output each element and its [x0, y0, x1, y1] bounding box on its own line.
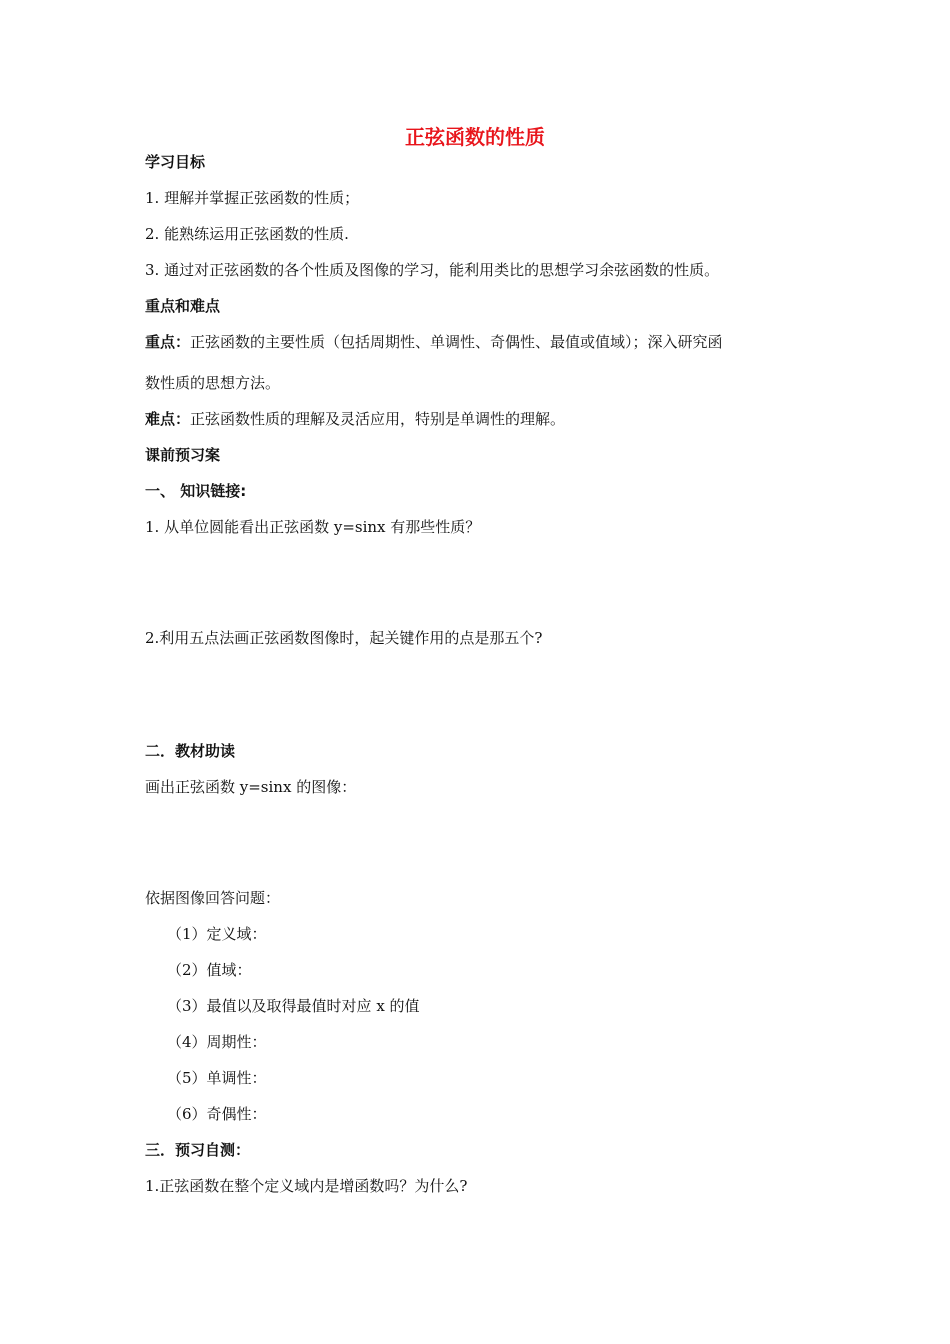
- document-title: 正弦函数的性质: [405, 125, 545, 149]
- question-item-3: （3）最值以及取得最值时对应 x 的值: [167, 997, 420, 1015]
- difficulty-label: 难点：: [145, 410, 191, 428]
- question-item-5: （5）单调性：: [167, 1069, 267, 1087]
- key-point-label: 重点：: [145, 333, 191, 351]
- section1-question-1: 1. 从单位圆能看出正弦函数 y=sinx 有那些性质？: [145, 518, 481, 536]
- question-item-1: （1）定义域：: [167, 925, 267, 943]
- keypoints-heading: 重点和难点: [145, 297, 221, 315]
- key-point-line: [145, 332, 723, 352]
- goal-item-3: 3. 通过对正弦函数的各个性质及图像的学习，能利用类比的思想学习余弦函数的性质。: [145, 261, 720, 279]
- difficulty-line: [145, 409, 565, 429]
- question-item-4: （4）周期性：: [167, 1033, 267, 1051]
- question-item-2: （2）值域：: [167, 961, 252, 979]
- section1-heading: 一、 知识链接:: [145, 482, 247, 500]
- goal-item-2: 2. 能熟练运用正弦函数的性质.: [145, 225, 349, 243]
- section2-heading: 二．教材助读: [145, 742, 236, 760]
- section1-question-2: 2.利用五点法画正弦函数图像时，起关键作用的点是那五个?: [145, 629, 543, 647]
- section2-answer-prompt: 依据图像回答问题：: [145, 889, 281, 907]
- preview-heading: 课前预习案: [145, 446, 221, 464]
- section2-instruction: 画出正弦函数 y=sinx 的图像：: [145, 778, 357, 796]
- difficulty-text: 正弦函数性质的理解及灵活应用，特别是单调性的理解。: [190, 410, 566, 428]
- section3-question-1: 1.正弦函数在整个定义域内是增函数吗？为什么?: [145, 1177, 468, 1195]
- question-item-6: （6）奇偶性：: [167, 1105, 267, 1123]
- goal-item-1: 1. 理解并掌握正弦函数的性质；: [145, 189, 360, 207]
- section3-heading: 三．预习自测：: [145, 1141, 251, 1159]
- goals-heading: 学习目标: [145, 153, 206, 171]
- key-point-text: 正弦函数的主要性质（包括周期性、单调性、奇偶性、最值或值域）；深入研究函: [190, 333, 723, 351]
- key-point-text-continued: 数性质的思想方法。: [145, 374, 281, 392]
